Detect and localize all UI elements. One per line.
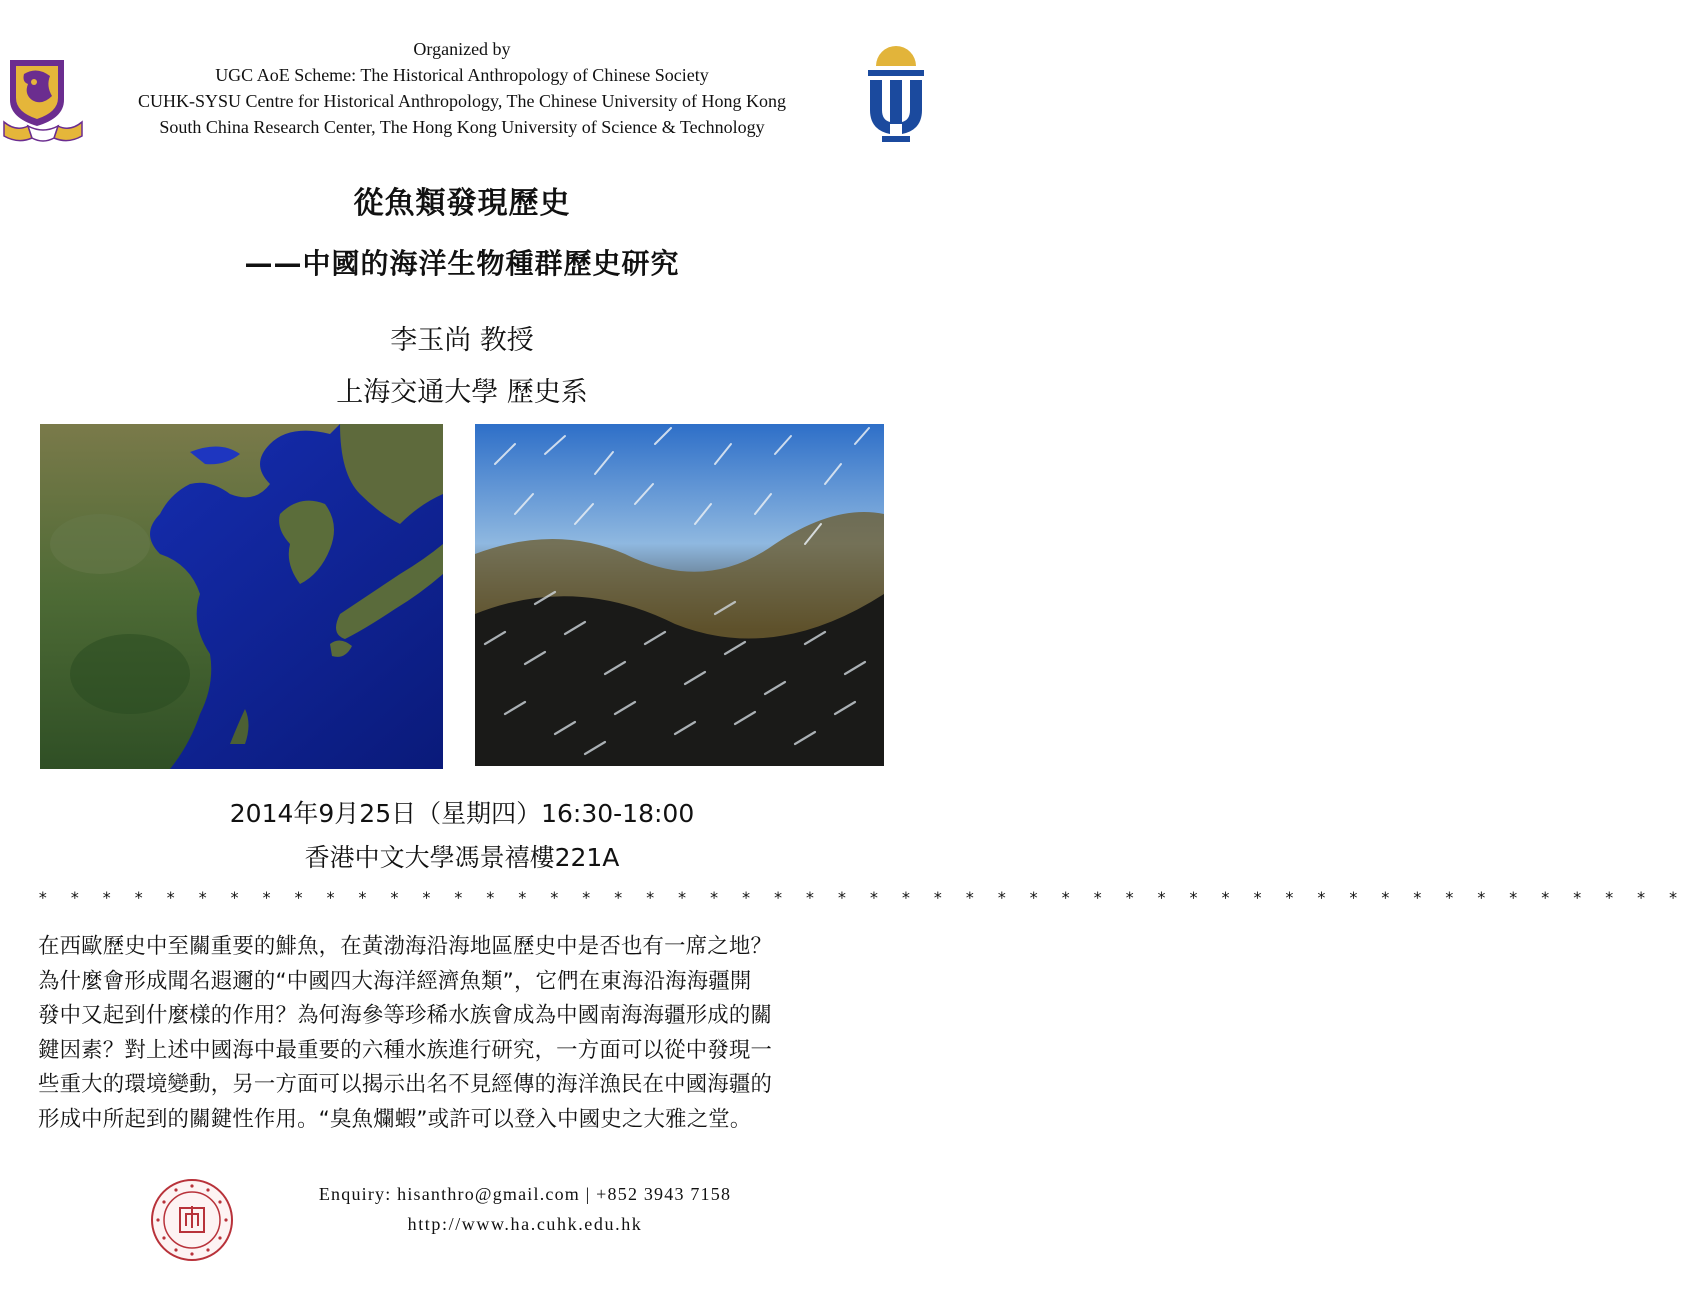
cuhk-crest-icon bbox=[2, 56, 84, 146]
asterisk-divider: * * * * * * * * * * * * * * * * * * * * * * * * * * * * * * * * * * * * * * * * * * * * * * * * * * * * bbox=[38, 888, 1684, 907]
abstract-paragraph bbox=[38, 930, 888, 1137]
abstract-line: 在西歐歷史中至關重要的鯡魚，在黃渤海沿海地區歷史中是否也有一席之地？ bbox=[38, 934, 773, 959]
event-datetime: 2014年9月25日（星期四）16:30-18:00 bbox=[229, 799, 695, 828]
organizer-line-1: UGC AoE Scheme: The Historical Anthropology of Chinese Society bbox=[215, 65, 709, 85]
organizer-line-2: CUHK-SYSU Centre for Historical Anthropology, The Chinese University of Hong Kong bbox=[138, 91, 786, 111]
website-link[interactable]: http://www.ha.cuhk.edu.hk bbox=[407, 1214, 643, 1234]
east-asia-satellite-map bbox=[40, 424, 443, 769]
hkust-logo-icon bbox=[864, 40, 924, 144]
lecture-subtitle: ——中國的海洋生物種群歷史研究 bbox=[244, 247, 680, 280]
organizer-block bbox=[0, 36, 924, 140]
centre-seal-icon bbox=[150, 1178, 234, 1262]
abstract-line: 發中又起到什麼樣的作用？為何海參等珍稀水族會成為中國南海海疆形成的關 bbox=[38, 1003, 773, 1028]
speaker-affiliation: 上海交通大學 歷史系 bbox=[336, 377, 588, 408]
enquiry-contact: Enquiry: hisanthro@gmail.com | +852 3943 7158 bbox=[318, 1184, 732, 1204]
organized-by-label: Organized by bbox=[413, 39, 511, 59]
lecture-title: 從魚類發現歷史 bbox=[353, 186, 571, 221]
abstract-line: 些重大的環境變動，另一方面可以揭示出名不見經傳的海洋漁民在中國海疆的 bbox=[38, 1072, 773, 1097]
abstract-line: 形成中所起到的關鍵性作用。“臭魚爛蝦”或許可以登入中國史之大雅之堂。 bbox=[38, 1106, 752, 1132]
abstract-line: 為什麼會形成聞名遐邇的“中國四大海洋經濟魚類”，它們在東海沿海海疆開 bbox=[38, 968, 752, 994]
fish-school-photo bbox=[475, 424, 884, 766]
event-venue: 香港中文大學馮景禧樓221A bbox=[304, 843, 620, 872]
organizer-line-3: South China Research Center, The Hong Kong University of Science & Technology bbox=[159, 117, 765, 137]
abstract-line: 鍵因素？對上述中國海中最重要的六種水族進行研究，一方面可以從中發現一 bbox=[38, 1037, 773, 1063]
speaker-name: 李玉尚 教授 bbox=[390, 325, 534, 356]
